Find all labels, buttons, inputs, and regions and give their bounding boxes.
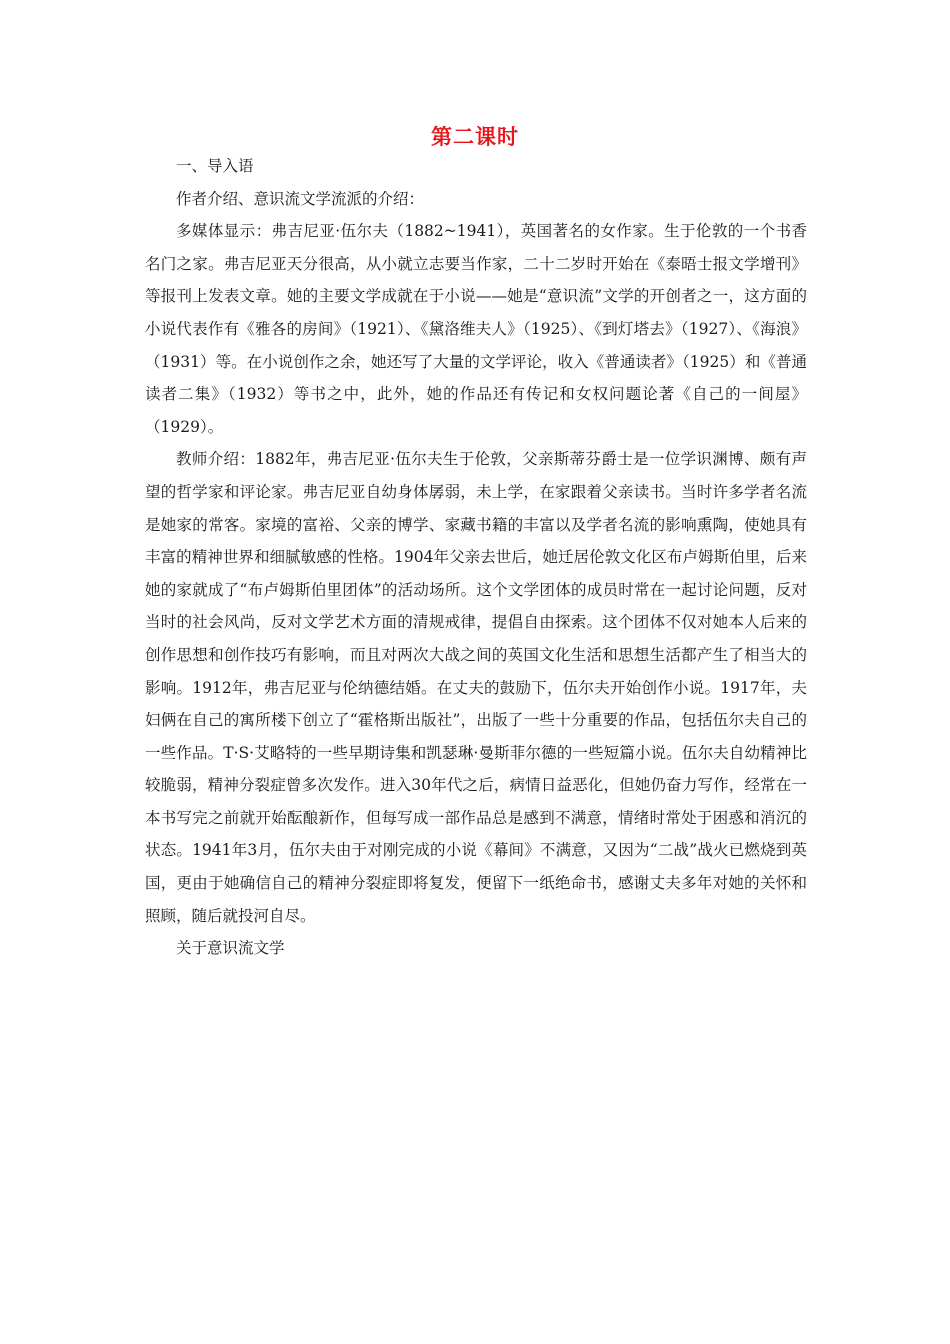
document-body [145, 150, 807, 965]
paragraph-multimedia: 多媒体显示：弗吉尼亚·伍尔夫（1882~1941），英国著名的女作家。生于伦敦的一个书香名门之家。弗吉尼亚天分很高，从小就立志要当作家，二十二岁时开始在《泰晤士报文学增刊》等报刊上发表文章。她的主要文学成就在于小说——她是“意识流”文学的开创者之一，这方面的小说代表作有《雅各的房间》（1921）、《黛洛维夫人》（1925）、《到灯塔去》（1927）、《海浪》（1931）等。在小说创作之余，她还写了大量的文学评论，收入《普通读者》（1925）和《普通读者二集》（1932）等书之中，此外，她的作品还有传记和女权问题论著《自己的一间屋》（1929）。 [145, 222, 807, 436]
paragraph-subheading: 作者介绍、意识流文学流派的介绍： [176, 189, 425, 208]
page-title: 第二课时 [431, 125, 519, 149]
paragraph-stream-of-consciousness: 关于意识流文学 [176, 939, 285, 958]
paragraph-teacher-intro: 教师介绍：1882年，弗吉尼亚·伍尔夫生于伦敦，父亲斯蒂芬爵士是一位学识渊博、颇有声望的哲学家和评论家。弗吉尼亚自幼身体孱弱，未上学，在家跟着父亲读书。当时许多学者名流是她家的常客。家境的富裕、父亲的博学、家藏书籍的丰富以及学者名流的影响熏陶，使她具有丰富的精神世界和细腻敏感的性格。1904年父亲去世后，她迁居伦敦文化区布卢姆斯伯里，后来她的家就成了“布卢姆斯伯里团体”的活动场所。这个文学团体的成员时常在一起讨论问题，反对当时的社会风尚，反对文学艺术方面的清规戒律，提倡自由探索。这个团体不仅对她本人后来的创作思想和创作技巧有影响，而且对两次大战之间的英国文化生活和思想生活都产生了相当大的影响。1912年，弗吉尼亚与伦纳德结婚。在丈夫的鼓励下，伍尔夫开始创作小说。1917年，夫妇俩在自己的寓所楼下创立了“霍格斯出版社”，出版了一些十分重要的作品，包括伍尔夫自己的一些作品。T·S·艾略特的一些早期诗集和凯瑟琳·曼斯菲尔德的一些短篇小说。伍尔夫自幼精神比较脆弱，精神分裂症曾多次发作。进入30年代之后，病情日益恶化，但她仍奋力写作，经常在一本书写完之前就开始酝酿新作，但每写成一部作品总是感到不满意，情绪时常处于困惑和消沉的状态。1941年3月，伍尔夫由于对刚完成的小说《幕间》不满意，又因为“二战”战火已燃烧到英国，更由于她确信自己的精神分裂症即将复发，便留下一纸绝命书，感谢丈夫多年对她的关怀和照顾，随后就投河自尽。 [145, 450, 807, 925]
section-heading-intro: 一、导入语 [176, 157, 254, 175]
